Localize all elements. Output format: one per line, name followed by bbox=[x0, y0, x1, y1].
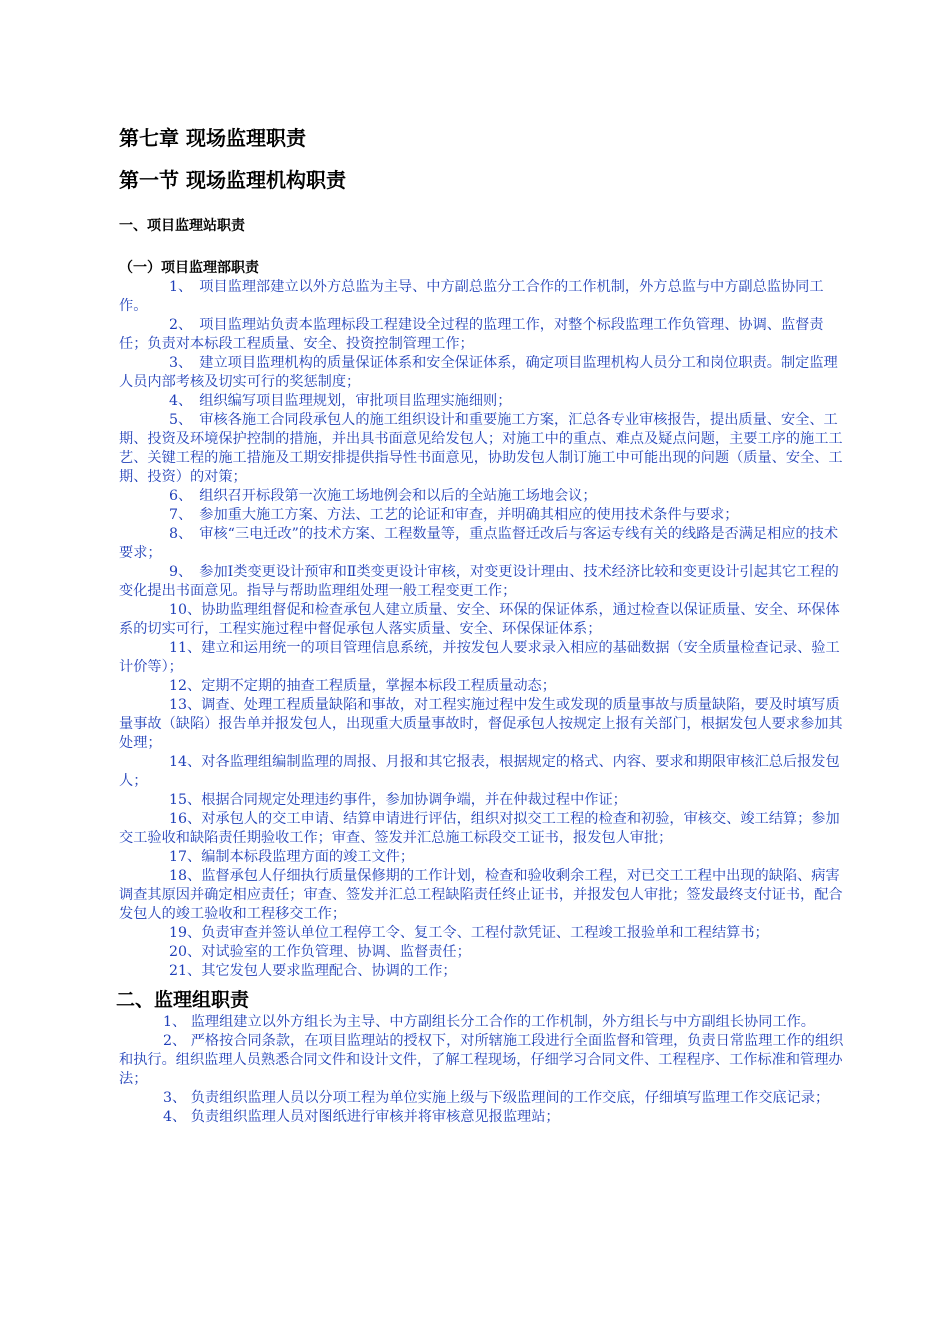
list-item: 16、对承包人的交工申请、结算申请进行评估，组织对拟交工工程的检查和初验，审核交、竣工结算；参加交工验收和缺陷责任期验收工作；审查、签发并汇总施工标段交工证书，报发包人审批； bbox=[119, 811, 840, 846]
list-item: 17、编制本标段监理方面的竣工文件； bbox=[169, 849, 415, 865]
subsubsection-title: （一）项目监理部职责 bbox=[119, 260, 259, 276]
list-item: 3、 建立项目监理机构的质量保证体系和安全保证体系，确定项目监理机构人员分工和岗位职责。制定监理人员内部考核及切实可行的奖惩制度； bbox=[119, 355, 838, 390]
list-item: 1、 监理组建立以外方组长为主导、中方副组长分工合作的工作机制，外方组长与中方副组长协同工作。 bbox=[163, 1014, 815, 1030]
list-item: 7、 参加重大施工方案、方法、工艺的论证和审查，并明确其相应的使用技术条件与要求； bbox=[169, 507, 739, 523]
list-item: 2、 项目监理站负责本监理标段工程建设全过程的监理工作，对整个标段监理工作负管理、协调、监督责任；负责对本标段工程质量、安全、投资控制管理工作； bbox=[119, 317, 824, 352]
list-item: 10、协助监理组督促和检查承包人建立质量、安全、环保的保证体系，通过检查以保证质量、安全、环保体系的切实可行，工程实施过程中督促承包人落实质量、安全、环保保证体系； bbox=[119, 602, 840, 637]
document-body bbox=[116, 124, 849, 1127]
list-item: 13、调查、处理工程质量缺陷和事故，对工程实施过程中发生或发现的质量事故与质量缺陷，要及时填写质量事故（缺陷）报告单并报发包人，出现重大质量事故时，督促承包人按规定上报有关部门，根据发包人要求参加其处理； bbox=[119, 697, 843, 751]
list-item: 8、 审核“三电迁改”的技术方案、工程数量等，重点监督迁改后与客运专线有关的线路是否满足相应的技术要求； bbox=[119, 526, 839, 561]
chapter-title: 第七章 现场监理职责 bbox=[119, 126, 306, 150]
section-title: 第一节 现场监理机构职责 bbox=[119, 168, 346, 192]
duty-list-1 bbox=[119, 278, 849, 981]
duty-list-2 bbox=[119, 1013, 849, 1127]
list-item: 20、对试验室的工作负管理、协调、监督责任； bbox=[169, 944, 471, 960]
subsection-title: 一、项目监理站职责 bbox=[119, 218, 245, 234]
list-item: 9、 参加Ⅰ类变更设计预审和Ⅱ类变更设计审核，对变更设计理由、技术经济比较和变更设计引起其它工程的变化提出书面意见。指导与帮助监理组处理一般工程变更工作； bbox=[119, 564, 839, 599]
list-item: 4、 组织编写项目监理规划，审批项目监理实施细则； bbox=[169, 393, 512, 409]
list-item: 14、对各监理组编制监理的周报、月报和其它报表，根据规定的格式、内容、要求和期限审核汇总后报发包人； bbox=[119, 754, 840, 789]
list-item: 12、定期不定期的抽查工程质量，掌握本标段工程质量动态； bbox=[169, 678, 556, 694]
major-section-title: 二、监理组职责 bbox=[116, 989, 250, 1011]
list-item: 6、 组织召开标段第一次施工场地例会和以后的全站施工场地会议； bbox=[169, 488, 597, 504]
list-item: 1、 项目监理部建立以外方总监为主导、中方副总监分工合作的工作机制，外方总监与中方副总监协同工作。 bbox=[119, 279, 824, 314]
list-item: 4、 负责组织监理人员对图纸进行审核并将审核意见报监理站； bbox=[163, 1109, 560, 1125]
list-item: 18、监督承包人仔细执行质量保修期的工作计划，检查和验收剩余工程，对已交工工程中出现的缺陷、病害调查其原因并确定相应责任；审查、签发并汇总工程缺陷责任终止证书，并报发包人审批；签发最终支付证书，配合发包人的竣工验收和工程移交工作； bbox=[119, 868, 843, 922]
list-item: 3、 负责组织监理人员以分项工程为单位实施上级与下级监理间的工作交底，仔细填写监理工作交底记录； bbox=[163, 1090, 830, 1106]
list-item: 21、其它发包人要求监理配合、协调的工作； bbox=[169, 963, 457, 979]
list-item: 19、负责审查并签认单位工程停工令、复工令、工程付款凭证、工程竣工报验单和工程结算书； bbox=[169, 925, 769, 941]
list-item: 11、建立和运用统一的项目管理信息系统，并按发包人要求录入相应的基础数据（安全质量检查记录、验工计价等）； bbox=[119, 640, 840, 675]
list-item: 2、 严格按合同条款，在项目监理站的授权下，对所辖施工段进行全面监督和管理，负责日常监理工作的组织和执行。组织监理人员熟悉合同文件和设计文件，了解工程现场，仔细学习合同文件、工程程序、工作标准和管理办法； bbox=[119, 1033, 844, 1087]
list-item: 5、 审核各施工合同段承包人的施工组织设计和重要施工方案，汇总各专业审核报告，提出质量、安全、工期、投资及环境保护控制的措施，并出具书面意见给发包人；对施工中的重点、难点及疑点问题，主要工序的施工工艺、关键工程的施工措施及工期安排提供指导性书面意见，协助发包人制订施工中可能出现的问题（质量、安全、工期、投资）的对策； bbox=[119, 412, 843, 485]
list-item: 15、根据合同规定处理违约事件，参加协调争端，并在仲裁过程中作证； bbox=[169, 792, 627, 808]
